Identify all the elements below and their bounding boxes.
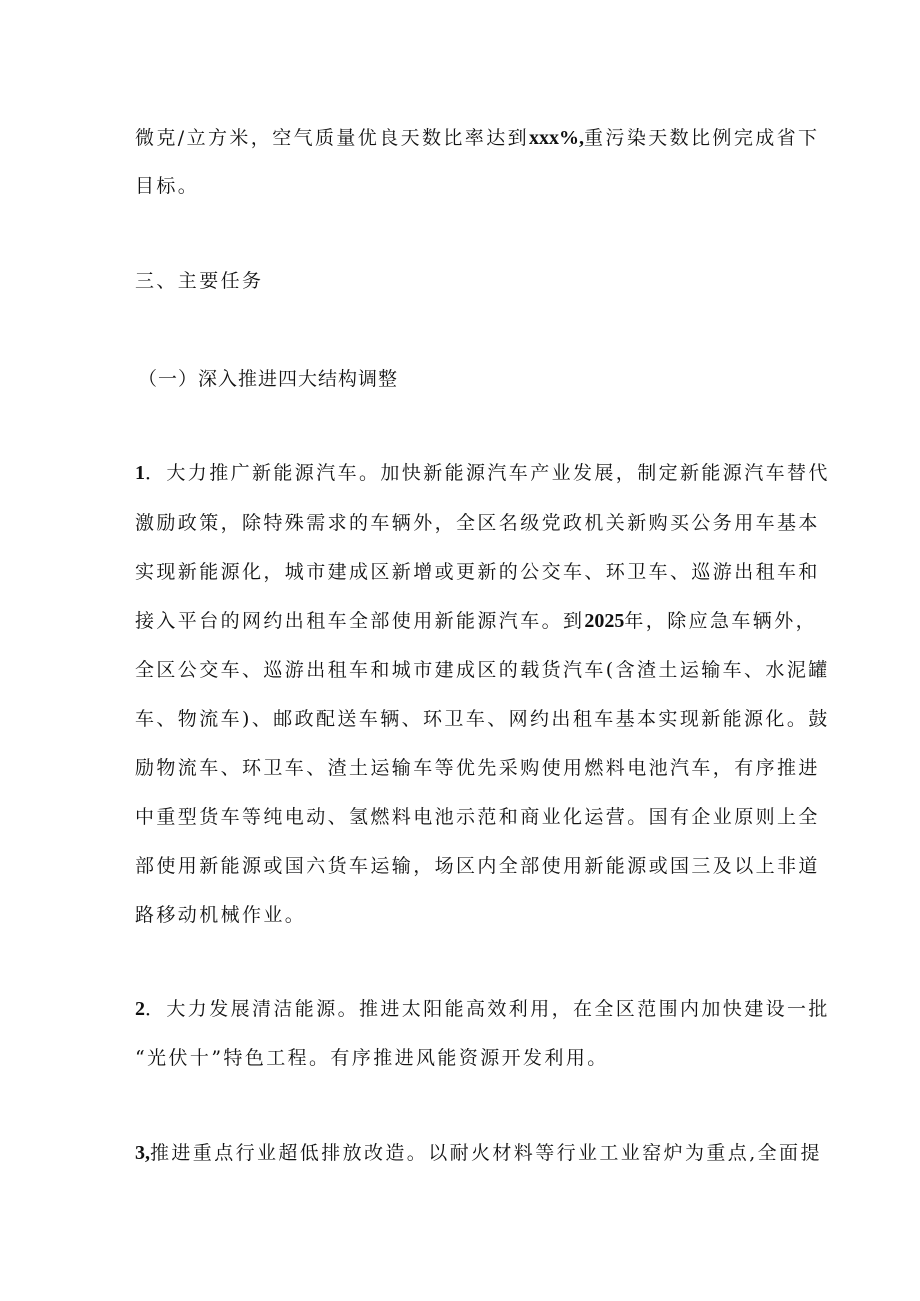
item1-number: 1 (135, 462, 145, 484)
subsection-heading: （一）深入推进四大结构调整 (138, 368, 399, 390)
item2-number: 2 (135, 998, 145, 1020)
item1-line-10: 路移动机械作业。 (135, 904, 307, 926)
intro-percentage: xxx%, (529, 127, 585, 149)
item2-line-1 (135, 996, 830, 1022)
item1-line-7: 励物流车、环卫车、渣土运输车等优先采购使用燃料电池汽车，有序推进 (135, 757, 820, 779)
intro-line-1 (135, 125, 820, 151)
intro-text-b: 重污染天数比例完成省下 (584, 127, 820, 149)
item3-line-1 (135, 1140, 822, 1166)
item1-line-5: 全区公交车、巡游出租车和城市建成区的载货汽车(含渣土运输车、水泥罐 (135, 659, 830, 681)
item1-year: 2025 (584, 610, 625, 632)
item1-text-4b: 年，除应急车辆外， (624, 610, 818, 632)
item1-line-1 (135, 460, 830, 486)
item3-text-1: 推进重点行业超低排放改造。以耐火材料等行业工业窑炉为重点,全面提 (150, 1142, 822, 1164)
intro-text-a: 微克/立方米，空气质量优良天数比率达到 (135, 127, 530, 149)
item1-line-2: 激励政策，除特殊需求的车辆外，全区名级党政机关新购买公务用车基本 (135, 512, 820, 534)
intro-line-2: 目标。 (135, 175, 200, 197)
item1-text-1: ．大力推广新能源汽车。加快新能源汽车产业发展，制定新能源汽车替代 (145, 462, 830, 484)
item1-line-8: 中重型货车等纯电动、氢燃料电池示范和商业化运营。国有企业原则上全 (135, 806, 820, 828)
item1-line-4 (135, 608, 818, 634)
item1-line-3: 实现新能源化，城市建成区新增或更新的公交车、环卫车、巡游出租车和 (135, 561, 820, 583)
item1-line-9: 部使用新能源或国六货车运输，场区内全部使用新能源或国三及以上非道 (135, 855, 820, 877)
section-heading: 三、主要任务 (135, 270, 264, 292)
item3-number: 3, (135, 1142, 150, 1164)
item1-text-4a: 接入平台的网约出租车全部使用新能源汽车。到 (135, 610, 585, 632)
item2-line-2: “光伏十”特色工程。有序推进风能资源开发利用。 (135, 1047, 609, 1069)
item2-text-1: ．大力发展清洁能源。推进太阳能高效利用，在全区范围内加快建设一批 (145, 998, 830, 1020)
item1-line-6: 车、物流车)、邮政配送车辆、环卫车、网约出租车基本实现新能源化。鼓 (135, 708, 830, 730)
